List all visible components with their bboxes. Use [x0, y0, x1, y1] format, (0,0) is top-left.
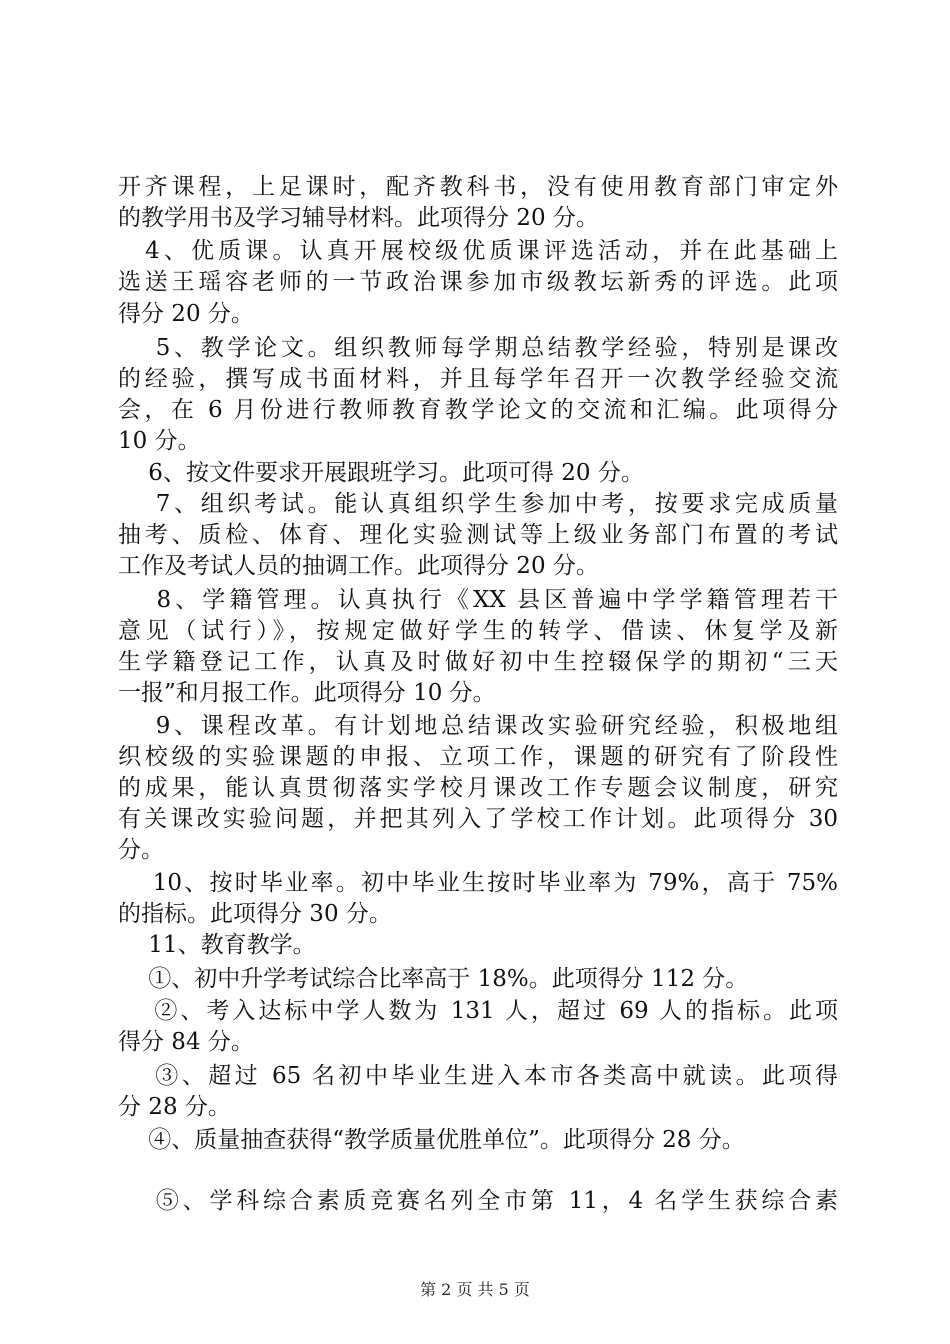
text-line: 会，在 6 月份进行教师教育教学论文的交流和汇编。此项得分	[118, 397, 838, 423]
text-line: 得分 20 分。	[118, 301, 254, 327]
text-line: 选送王瑶容老师的一节政治课参加市级教坛新秀的评选。此项	[118, 269, 838, 295]
text-line: 7、组织考试。能认真组织学生参加中考，按要求完成质量	[118, 491, 838, 517]
text-line: 一报”和月报工作。此项得分 10 分。	[118, 680, 496, 706]
text-line: 有关课改实验问题，并把其列入了学校工作计划。此项得分 30	[118, 806, 838, 832]
text-line: 的指标。此项得分 30 分。	[118, 901, 392, 927]
text-line: ①、初中升学考试综合比率高于 18%。此项得分 112 分。	[118, 966, 749, 992]
text-line: 9、课程改革。有计划地总结课改实验研究经验，积极地组	[118, 713, 838, 739]
text-line: 分 28 分。	[118, 1094, 231, 1120]
text-line: 工作及考试人员的抽调工作。此项得分 20 分。	[118, 553, 599, 579]
text-line: 意见（试行）》，按规定做好学生的转学、借读、休复学及新	[118, 618, 838, 644]
text-line: ③、超过 65 名初中毕业生进入本市各类高中就读。此项得	[118, 1063, 838, 1089]
text-line: 的教学用书及学习辅导材料。此项得分 20 分。	[118, 205, 599, 231]
text-line: 分。	[118, 837, 164, 863]
text-line: 的成果，能认真贯彻落实学校月课改工作专题会议制度，研究	[118, 775, 838, 801]
text-line: 生学籍登记工作，认真及时做好初中生控辍保学的期初“三天	[118, 649, 838, 675]
text-line: 得分 84 分。	[118, 1029, 254, 1055]
text-line: 的经验，撰写成书面材料，并且每学年召开一次教学经验交流	[118, 366, 838, 392]
text-line: 6、按文件要求开展跟班学习。此项可得 20 分。	[118, 460, 644, 486]
text-line: ②、考入达标中学人数为 131 人，超过 69 人的指标。此项	[118, 998, 838, 1024]
text-line: 10、按时毕业率。初中毕业生按时毕业率为 79%，高于 75%	[118, 870, 838, 896]
text-line: 织校级的实验课题的申报、立项工作，课题的研究有了阶段性	[118, 744, 838, 770]
text-line: ④、质量抽查获得“教学质量优胜单位”。此项得分 28 分。	[118, 1127, 745, 1153]
text-line: ⑤、学科综合素质竞赛名列全市第 11，4 名学生获综合素	[118, 1188, 838, 1214]
text-line: 抽考、质检、体育、理化实验测试等上级业务部门布置的考试	[118, 522, 838, 548]
text-line: 开齐课程，上足课时，配齐教科书，没有使用教育部门审定外	[118, 174, 838, 200]
text-line: 4、优质课。认真开展校级优质课评选活动，并在此基础上	[118, 238, 838, 264]
text-line: 11、教育教学。	[118, 932, 316, 958]
text-line: 5、教学论文。组织教师每学期总结教学经验，特别是课改	[118, 335, 838, 361]
page-footer: 第 2 页 共 5 页	[420, 1280, 530, 1299]
text-line: 10 分。	[118, 428, 201, 454]
text-line: 8、学籍管理。认真执行《XX 县区普遍中学学籍管理若干	[118, 587, 838, 613]
